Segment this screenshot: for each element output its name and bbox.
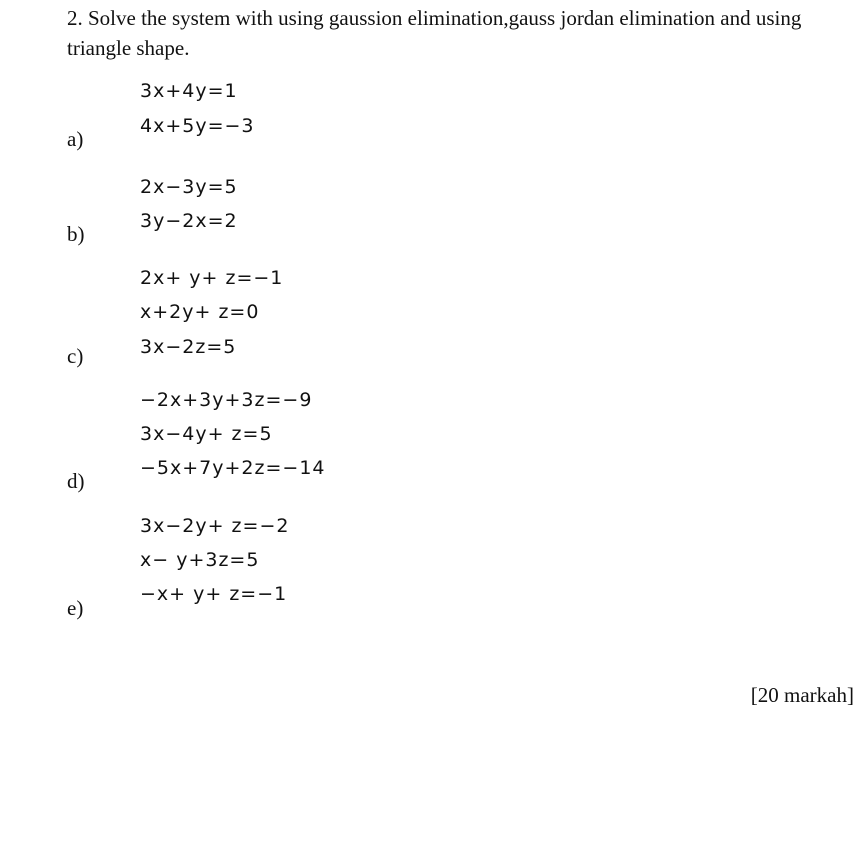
part-label-a: a): [67, 127, 84, 151]
equation-d-1: −2x+3y+3z=−9: [140, 389, 313, 411]
equation-a-2: 4x+5y=−3: [140, 115, 255, 137]
question-text: 2. Solve the system with using gaussion elimination,gauss jordan elimination and using triangle shape.: [67, 6, 802, 60]
part-label-c: c): [67, 344, 84, 368]
equation-d-2: 3x−4y+ z=5: [140, 423, 273, 445]
equation-c-1: 2x+ y+ z=−1: [140, 267, 284, 289]
equation-c-3: 3x−2z=5: [140, 336, 237, 358]
equation-b-1: 2x−3y=5: [140, 176, 238, 198]
equation-a-1: 3x+4y=1: [140, 80, 238, 102]
equation-b-2: 3y−2x=2: [140, 210, 238, 232]
equation-c-2: x+2y+ z=0: [140, 301, 260, 323]
equation-e-2: x− y+3z=5: [140, 549, 260, 571]
part-label-d: d): [67, 469, 85, 493]
part-label-e: e): [67, 596, 84, 620]
equation-e-1: 3x−2y+ z=−2: [140, 515, 290, 537]
equation-e-3: −x+ y+ z=−1: [140, 583, 288, 605]
marks-label: [20 markah]: [750, 683, 854, 707]
equation-d-3: −5x+7y+2z=−14: [140, 457, 326, 479]
part-label-b: b): [67, 222, 85, 246]
